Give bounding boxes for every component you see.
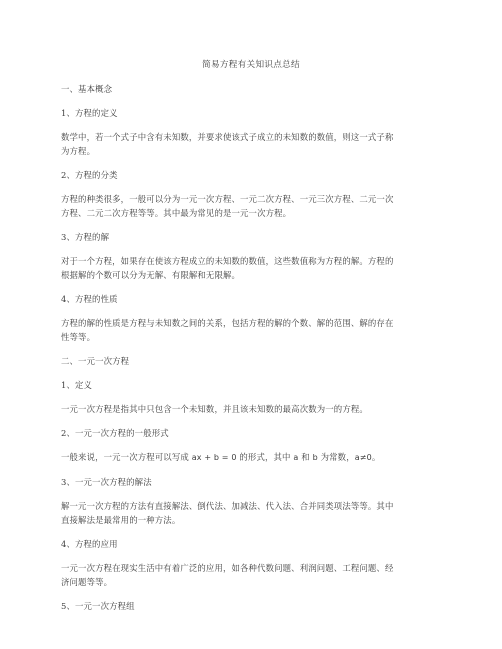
paragraph <box>61 192 441 220</box>
variable-a: a <box>293 453 299 462</box>
subsection-heading: 1、方程的定义 <box>61 108 118 118</box>
paragraph <box>61 316 441 344</box>
document-title: 简易方程有关知识点总结 <box>202 60 300 70</box>
paragraph-line: 对于一个方程，如果存在使该方程成立的未知数的数值，这些数值称为方程的解。方程的 <box>61 256 394 266</box>
subsection-heading: 2、一元一次方程的一般形式 <box>61 428 169 438</box>
paragraph-line: 方程的解的性质是方程与未知数之间的关系，包括方程的解的个数、解的范围、解的存在 <box>61 318 394 328</box>
text-run: 一般来说，一元一次方程可以写成 <box>61 452 192 462</box>
paragraph-line: 性等等。 <box>61 332 96 342</box>
paragraph-line <box>61 450 441 465</box>
paragraph <box>61 402 441 416</box>
paragraph <box>61 130 441 158</box>
paragraph-line: 方程的种类很多，一般可以分为一元一次方程、一元二次方程、一元三次方程、二元一次 <box>61 194 394 204</box>
paragraph <box>61 499 441 527</box>
paragraph-line: 一元一次方程是指其中只包含一个未知数，并且该未知数的最高次数为一的方程。 <box>61 404 368 414</box>
text-run: 为常数， <box>317 452 355 462</box>
text-run: 的形式，其中 <box>236 452 294 462</box>
document-body <box>61 82 441 623</box>
paragraph <box>61 561 441 589</box>
subsection-heading: 4、方程的性质 <box>61 294 118 304</box>
variable-b: b <box>312 453 318 462</box>
section-heading: 二、一元一次方程 <box>61 356 130 366</box>
condition: a≠0 <box>354 453 372 462</box>
paragraph-line: 方程、二元二次方程等等。其中最为常见的是一元一次方程。 <box>61 208 292 218</box>
subsection-heading: 1、定义 <box>61 380 93 390</box>
paragraph-line: 直接解法是最常用的一种方法。 <box>61 515 181 525</box>
text-run: 。 <box>371 452 381 462</box>
section-heading: 一、基本概念 <box>61 84 113 94</box>
subsection-heading: 5、一元一次方程组 <box>61 601 135 611</box>
paragraph <box>61 450 441 465</box>
text-run: 和 <box>298 452 313 462</box>
subsection-heading: 4、方程的应用 <box>61 539 118 549</box>
formula: ax + b = 0 <box>191 453 237 462</box>
subsection-heading: 3、方程的解 <box>61 232 110 242</box>
subsection-heading: 3、一元一次方程的解法 <box>61 477 152 487</box>
subsection-heading: 2、方程的分类 <box>61 170 118 180</box>
paragraph-line: 根据解的个数可以分为无解、有限解和无限解。 <box>61 270 241 280</box>
paragraph-line: 解一元一次方程的方法有直接解法、倒代法、加减法、代入法、合并同类项法等等。其中 <box>61 501 394 511</box>
paragraph-line: 数学中，若一个式子中含有未知数，并要求使该式子成立的未知数的数值，则这一式子称 <box>61 132 394 142</box>
paragraph-line: 一元一次方程在现实生活中有着广泛的应用，如各种代数问题、利润问题、工程问题、经 <box>61 563 394 573</box>
paragraph <box>61 254 441 282</box>
paragraph-line: 为方程。 <box>61 146 96 156</box>
paragraph-line: 济问题等等。 <box>61 577 113 587</box>
